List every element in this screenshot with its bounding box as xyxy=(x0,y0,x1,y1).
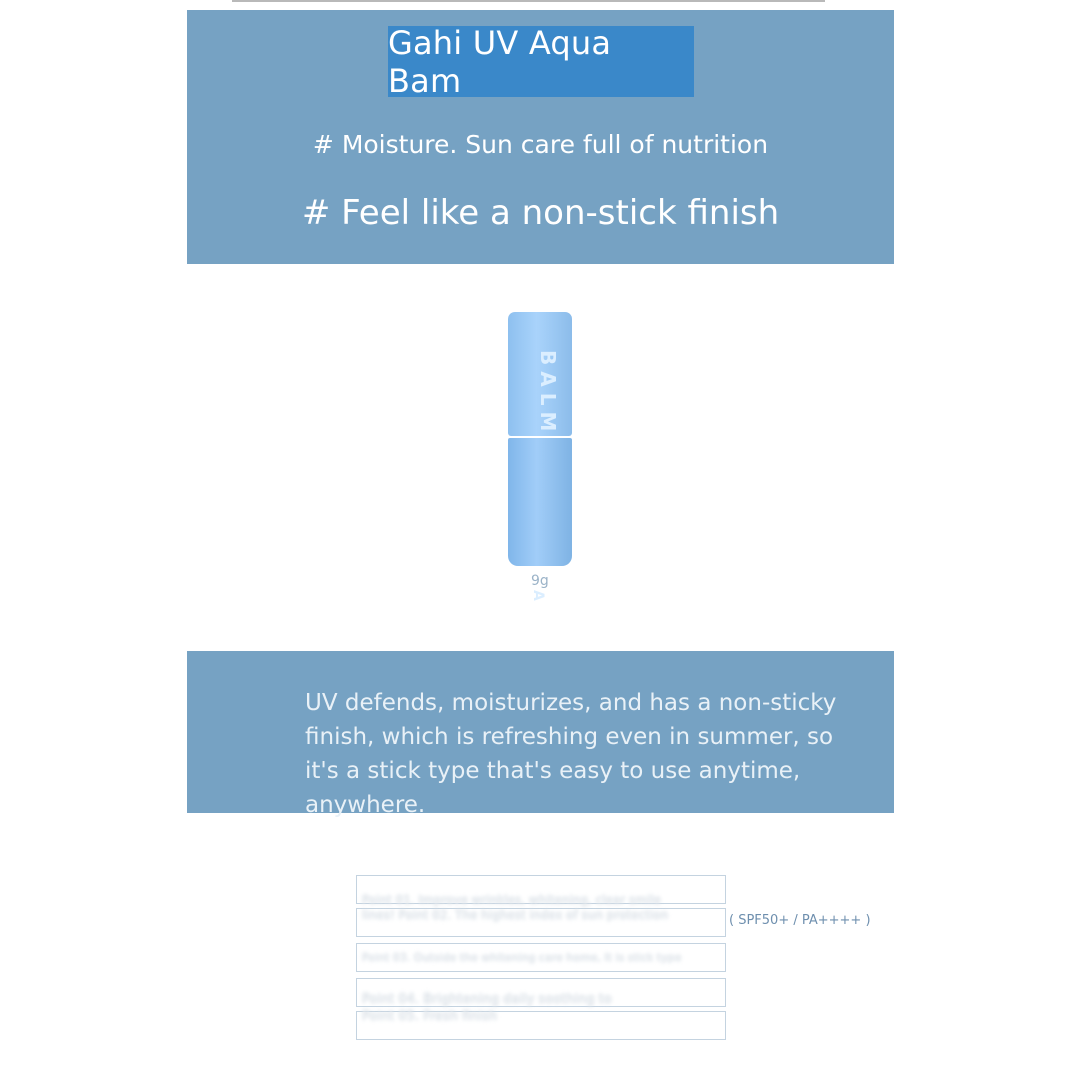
product-volume: 9g xyxy=(531,573,549,589)
point-line: Point 04. Brightening daily soothing to xyxy=(362,992,612,1007)
product-title: Gahi UV Aqua Bam xyxy=(388,23,612,100)
tagline-moisture: # Moisture. Sun care full of nutrition xyxy=(312,130,769,159)
description-text: UV defends, moisturizes, and has a non-sticky finish, which is refreshing even in summer, so it's a stick type that's easy to use anytime, anywhere. xyxy=(305,690,837,818)
point-line: Point 01. Improve wrinkles, whitening, clear smile xyxy=(362,893,661,907)
hero-banner xyxy=(187,10,894,264)
top-divider xyxy=(232,0,825,2)
description-banner xyxy=(187,651,894,818)
product-cap xyxy=(508,312,572,436)
point-line: Point 03. Outside the whitening care home, It is stick type xyxy=(362,951,682,964)
tagline-finish: # Feel like a non-stick finish xyxy=(301,193,780,233)
point-line: lines! Point 02. The highest index of sun protection xyxy=(362,908,669,922)
points-list xyxy=(356,875,726,1041)
point-line: Point 05. Fresh finish xyxy=(362,1009,498,1024)
product-brand-text: BALM xyxy=(536,350,560,438)
title-box xyxy=(388,23,694,100)
product-brand-text-lower: A xyxy=(530,590,546,601)
spf-label: ( SPF50+ / PA++++ ) xyxy=(729,913,871,928)
